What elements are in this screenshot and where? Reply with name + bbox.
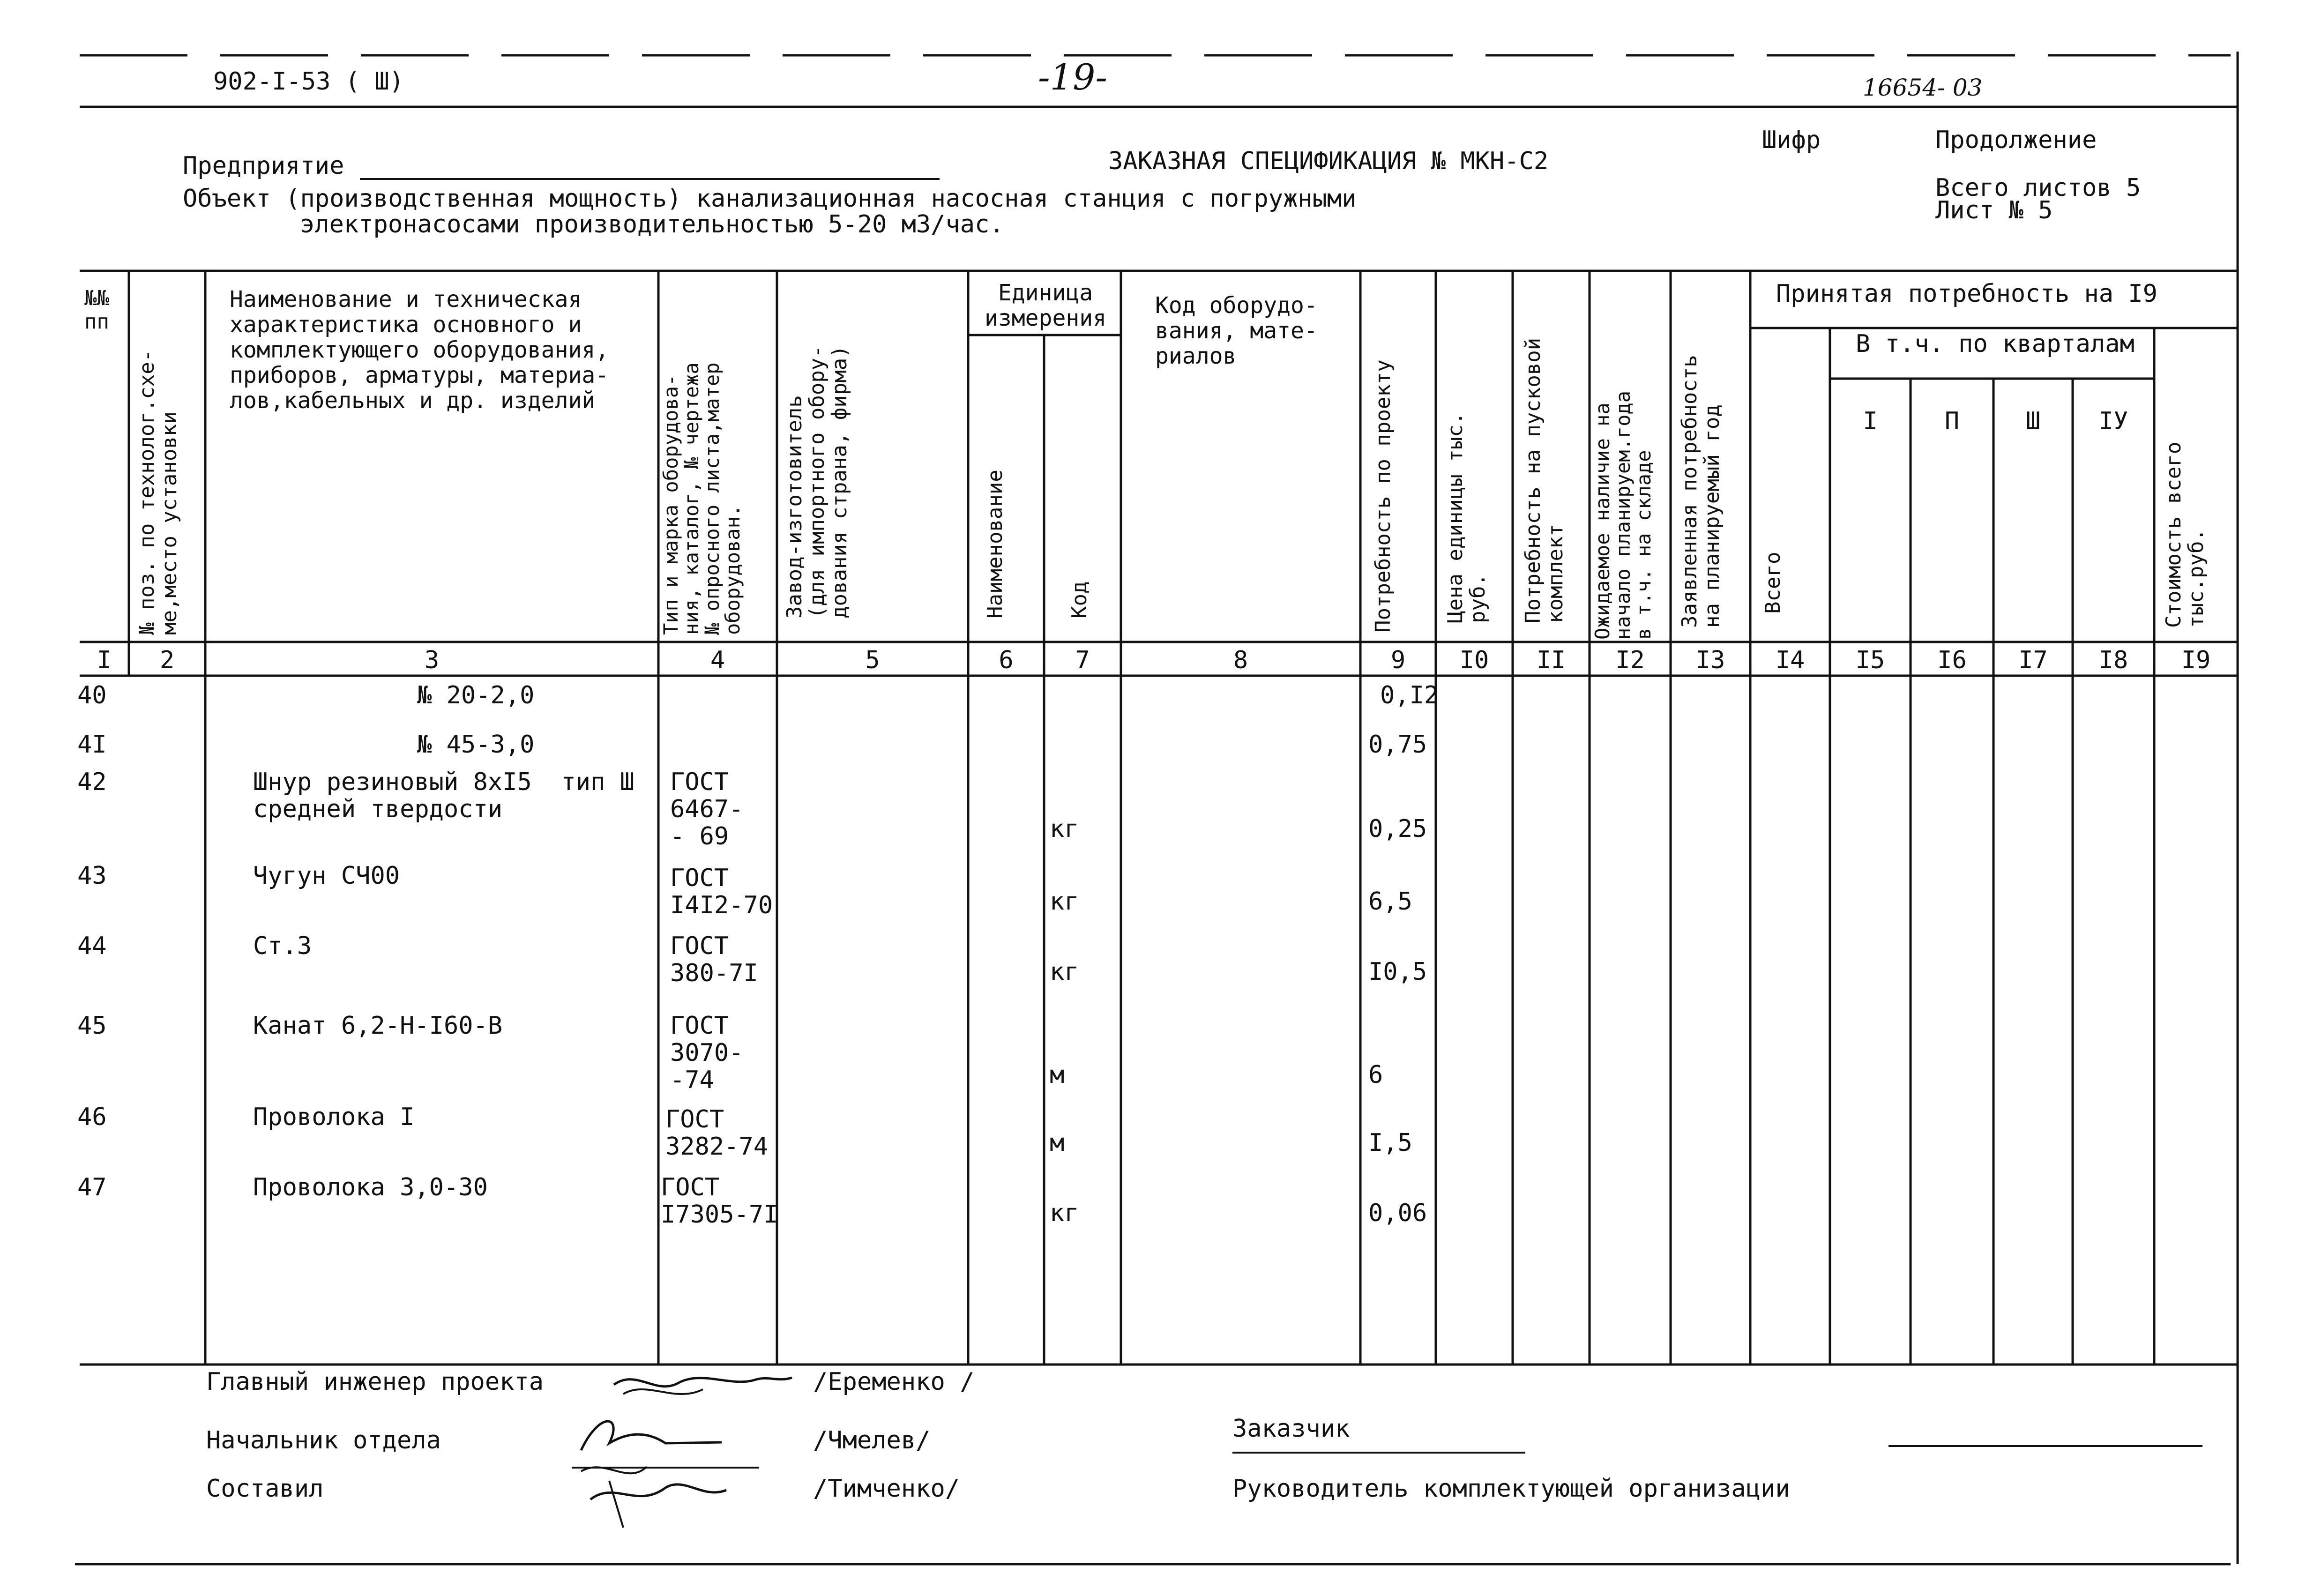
col-num: I5	[1855, 646, 1885, 674]
row-qty: 0,06	[1368, 1199, 1427, 1227]
object-line-2: электронасосами производительностью 5-20 м3/час.	[300, 210, 1004, 239]
col-num: 9	[1390, 646, 1406, 674]
row-type: ГОСТ 6467- - 69	[670, 768, 744, 850]
col-num: 4	[710, 646, 725, 674]
col-num: I9	[2181, 646, 2211, 674]
row-name: Чугун СЧ00	[253, 862, 400, 890]
row-qty: I0,5	[1368, 958, 1427, 986]
supplier-head-label: Руководитель комплектующей организации	[1232, 1475, 1790, 1503]
accepted-group-header: Принятая потребность на I9	[1776, 280, 2157, 308]
col-header-3: Наименование и техническая характеристика основного и комплектующего оборудования, приборов, арматуры, материа- лов,кабельных и др. изделий	[230, 286, 609, 414]
row-name: Шнур резиновый 8хI5 тип Ш средней твердости	[253, 768, 634, 823]
col-header-8: Код оборудо- вания, мате- риалов	[1155, 292, 1318, 369]
col-num: I6	[1937, 646, 1967, 674]
enterprise-label: Предприятие	[183, 152, 344, 180]
compiled-by-name: /Тимченко/	[813, 1475, 960, 1503]
col-header-19: Стоимость всего тыс.руб.	[2162, 441, 2208, 628]
col-num: 7	[1075, 646, 1090, 674]
col-header-14: Всего	[1761, 552, 1785, 614]
col-num: 6	[999, 646, 1014, 674]
col-num: I	[97, 646, 112, 674]
col-num: II	[1536, 646, 1566, 674]
row-number: 42	[77, 768, 107, 796]
doc-code: 902-I-53 ( Ш)	[213, 67, 404, 96]
quarter-3: Ш	[2025, 407, 2041, 435]
col-num: I3	[1695, 646, 1725, 674]
col-num: 5	[865, 646, 880, 674]
col-header-4: Тип и марка оборудова- ния, каталог, № чертежа № опросного листа,матер оборудован.	[659, 362, 744, 635]
col-num: I4	[1775, 646, 1805, 674]
col-num: 8	[1233, 646, 1248, 674]
row-unit: кг	[1050, 1199, 1079, 1227]
row-number: 46	[77, 1103, 107, 1131]
row-type: ГОСТ 3282-74	[665, 1105, 769, 1161]
row-number: 44	[77, 932, 107, 960]
col-header-6: Наименование	[983, 470, 1007, 619]
total-sheets: Всего листов 5	[1935, 174, 2141, 202]
row-type: ГОСТ 3070- -74	[670, 1012, 744, 1094]
row-number: 45	[77, 1012, 107, 1040]
row-unit: кг	[1050, 958, 1079, 986]
chief-engineer-label: Главный инженер проекта	[206, 1368, 544, 1396]
col-header-13: Заявленная потребность на планируемый год	[1678, 355, 1724, 628]
row-number: 43	[77, 862, 107, 890]
row-number: 47	[77, 1173, 107, 1201]
page-number: -19-	[1038, 56, 1108, 98]
row-qty: 0,25	[1368, 815, 1427, 843]
col-num: 3	[424, 646, 440, 674]
row-number: 40	[77, 681, 107, 709]
row-name: № 45-3,0	[417, 731, 535, 759]
col-header-12: Ожидаемое наличие на начало планируем.года в т.ч. на складе	[1591, 390, 1655, 640]
row-type: ГОСТ I7305-7I	[661, 1173, 778, 1229]
row-name: Ст.3	[253, 932, 312, 960]
customer-label: Заказчик	[1232, 1415, 1350, 1443]
row-type: ГОСТ I4I2-70	[670, 864, 773, 919]
chief-engineer-name: /Еременко /	[813, 1368, 975, 1396]
row-qty: 6,5	[1368, 887, 1412, 916]
row-name: Проволока I	[253, 1103, 415, 1131]
sheet-number: Лист № 5	[1935, 196, 2053, 224]
row-type: ГОСТ 380-7I	[670, 932, 758, 987]
row-name: Проволока 3,0-30	[253, 1173, 488, 1201]
department-head-name: /Чмелев/	[813, 1426, 931, 1454]
col-header-2: № поз. по технолог.схе- ме,место установки	[135, 349, 181, 635]
col-header-5: Завод-изготовитель (для импортного обору- дования страна, фирма)	[783, 345, 851, 619]
quarter-2: П	[1944, 407, 1960, 435]
col-num: I0	[1459, 646, 1489, 674]
unit-group-header: Единица измерения	[984, 280, 1107, 331]
col-header-10: Цена единицы тыс. руб.	[1443, 412, 1490, 623]
row-name: № 20-2,0	[417, 681, 535, 709]
col-header-11: Потребность на пусковой комплект	[1521, 337, 1568, 623]
row-qty: 0,I2	[1380, 681, 1439, 709]
col-header-1: №№ пп	[84, 286, 109, 334]
row-name: Канат 6,2-Н-I60-В	[253, 1012, 503, 1040]
cipher-label: Шифр	[1762, 126, 1821, 154]
quarter-1: I	[1863, 407, 1878, 435]
row-unit: кг	[1050, 815, 1079, 843]
col-num: 2	[159, 646, 175, 674]
department-head-label: Начальник отдела	[206, 1426, 441, 1454]
col-num: I7	[2018, 646, 2048, 674]
row-unit: м	[1050, 1129, 1065, 1157]
row-qty: 0,75	[1368, 731, 1427, 759]
continuation-label: Продолжение	[1935, 126, 2097, 154]
quarters-group-header: В т.ч. по кварталам	[1856, 330, 2135, 358]
col-num: I2	[1615, 646, 1645, 674]
row-unit: м	[1050, 1061, 1065, 1089]
row-number: 4I	[77, 731, 107, 759]
col-header-7: Код	[1067, 581, 1091, 619]
archive-number: 16654- 03	[1863, 74, 1983, 101]
row-unit: кг	[1050, 887, 1079, 916]
col-num: I8	[2098, 646, 2128, 674]
spec-title: ЗАКАЗНАЯ СПЕЦИФИКАЦИЯ № МКН-С2	[1108, 147, 1549, 175]
compiled-by-label: Составил	[206, 1475, 324, 1503]
col-header-9: Потребность по проекту	[1371, 359, 1395, 633]
object-line-1: Объект (производственная мощность) канализационная насосная станция с погружными	[183, 185, 1357, 213]
quarter-4: IУ	[2098, 407, 2128, 435]
row-qty: I,5	[1368, 1129, 1412, 1157]
row-qty: 6	[1368, 1061, 1383, 1089]
